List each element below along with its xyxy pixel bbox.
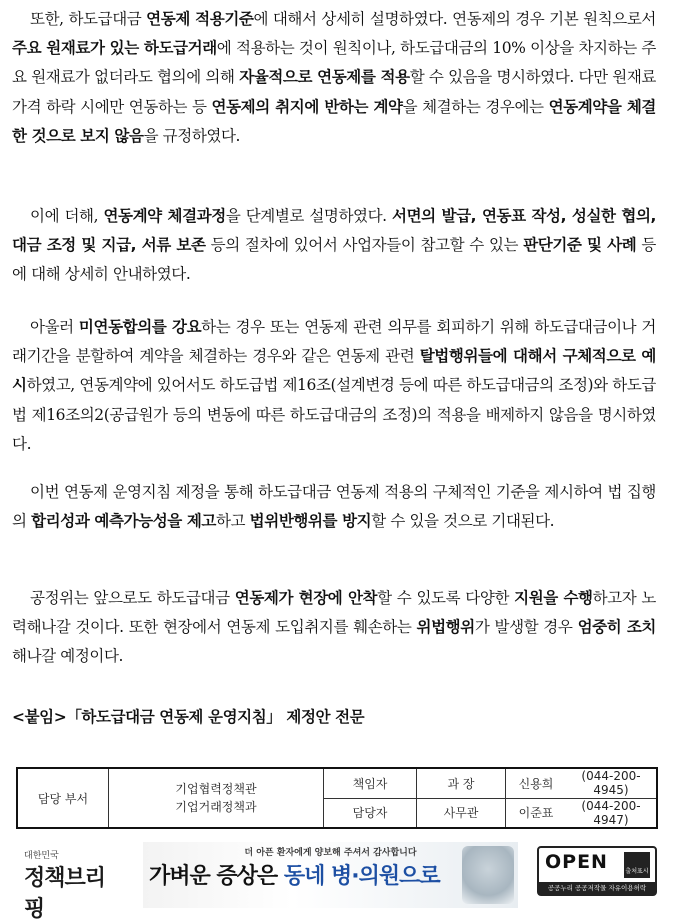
body-text: 에 적용하는 것이 원칙이나, 하도급대금의 10% 이상을 차지하는 주요 원재료가 없더라도 협의에 의해 [12, 39, 656, 87]
logo-big-text: 정책브리핑 [24, 866, 106, 922]
body-text: 할 수 있음을 명시하였다. 다만 원재료 가격 하락 시에만 연동하는 등 [12, 68, 656, 116]
banner-main-text [149, 859, 440, 890]
emphasis-text: 지원을 수행 [514, 589, 593, 607]
emphasis-text: 엄중히 조치 [577, 618, 656, 637]
emphasis-text: 주요 원재료가 있는 하도급거래 [12, 39, 217, 58]
contact-table [16, 767, 658, 829]
body-text: 이에 더해, [30, 207, 104, 225]
body-text: 할 수 있을 것으로 기대된다. [371, 512, 555, 531]
open-text: OPEN [545, 851, 608, 873]
dept-names [109, 768, 324, 828]
phone-cell: (044-200-4945) [566, 768, 657, 798]
banner-main-part1: 가벼운 증상은 [149, 864, 284, 889]
body-text: 을 단계별로 설명하였다. [225, 207, 393, 225]
paragraph-linkage-criteria [12, 5, 656, 151]
emphasis-text: 서면의 발급, 연동표 작성, 성실한 협의, 대금 조정 및 지급, 서류 보존 [12, 207, 657, 255]
role-cell: 담당자 [324, 798, 417, 828]
name-cell: 이준표 [506, 798, 567, 828]
emphasis-text: 미연동합의를 강요 [78, 318, 202, 336]
body-text: 을 규정하였다. [143, 126, 241, 145]
body-text: 또한, 하도급대금 [30, 10, 147, 28]
kogl-caption: 공공누리 공공저작물 자유이용허락 [539, 882, 655, 894]
body-text: 등에 대해 상세히 안내하였다. [12, 236, 657, 284]
paragraph-expected-effect [12, 478, 656, 536]
kogl-open-license-badge[interactable] [537, 846, 657, 896]
dept-label: 담당 부서 [17, 768, 109, 828]
patient-photo [462, 846, 514, 904]
logo-small-text: 대한민국 [24, 851, 59, 861]
paragraph-evasion-examples [12, 313, 656, 459]
paragraph-contract-process [12, 202, 656, 290]
body-text: 하였고, 연동계약에 있어서도 하도급법 제16조(설계변경 등에 따른 하도급대금의 조정)와 하도급법 제16조의2(공급원가 등의 변동에 따른 하도급대금의 조정)의 적용을 배제하지 않음을 명시하였다. [12, 376, 656, 453]
body-text: 할 수 있도록 다양한 [377, 589, 515, 607]
emphasis-text: 연동계약을 체결한 것으로 보지 않음 [12, 97, 656, 145]
banner-main-part2: 동네 병·의원으로 [283, 864, 440, 889]
banner-top-text: 더 아픈 환자에게 양보해 주셔서 감사합니다 [244, 848, 417, 858]
body-text: 공정위는 앞으로도 하도급대금 [30, 589, 235, 607]
body-text: 이번 연동제 운영지침 제정을 통해 하도급대금 연동제 적용의 구체적인 기준을 제시하여 법 집행의 [12, 483, 656, 531]
body-text: 하고자 노력해나갈 것이다. 또한 현장에서 연동제 도입취지를 훼손하는 [12, 589, 656, 637]
korea-policy-briefing-logo[interactable] [24, 848, 114, 922]
body-text: 등의 절차에 있어서 사업자들이 참고할 수 있는 [205, 236, 524, 255]
emphasis-text: 판단기준 및 사례 [523, 236, 637, 255]
emphasis-text: 연동제의 취지에 반하는 계약 [211, 97, 403, 116]
paragraph-future-plan [12, 584, 656, 672]
body-text: 해나갈 예정이다. [12, 647, 124, 666]
body-text: 하는 경우 또는 연동제 관련 의무를 회피하기 위해 하도급대금이나 거래기간을 분할하여 계약을 체결하는 경우와 같은 연동제 관련 [12, 318, 656, 366]
attachment-note: <붙임>「하도급대금 연동제 운영지침」 제정안 전문 [12, 708, 365, 726]
emphasis-text: 연동제 적용기준 [146, 10, 254, 28]
body-text: 아울러 [30, 318, 79, 336]
phone-cell: (044-200-4947) [566, 798, 657, 828]
footer [0, 842, 674, 922]
emphasis-text: 위법행위 [416, 618, 475, 637]
dept-name-2: 기업거래정책과 [175, 800, 257, 814]
emphasis-text: 탈법행위들에 대해서 구체적으로 예시 [12, 347, 656, 395]
role-cell: 책임자 [324, 768, 417, 798]
title-cell: 사무관 [417, 798, 506, 828]
emphasis-text: 합리성과 예측가능성을 제고 [31, 512, 216, 531]
emphasis-text: 연동계약 체결과정 [103, 207, 226, 225]
clinic-campaign-banner[interactable] [143, 842, 518, 908]
emphasis-text: 법위반행위를 방지 [249, 512, 372, 531]
emphasis-text: 자율적으로 연동제를 적용 [239, 68, 410, 87]
emphasis-text: 연동제가 현장에 안착 [234, 589, 378, 607]
body-text: 을 체결하는 경우에는 [402, 97, 549, 116]
body-text: 에 대해서 상세히 설명하였다. 연동제의 경우 기본 원칙으로서 [253, 10, 657, 28]
body-text: 하고 [215, 512, 250, 531]
body-text: 가 발생할 경우 [474, 618, 578, 637]
attribution-icon: 출처표시 [624, 852, 650, 878]
dept-name-1: 기업협력정책관 [175, 782, 257, 796]
name-cell: 신용희 [506, 768, 567, 798]
title-cell: 과 장 [417, 768, 506, 798]
